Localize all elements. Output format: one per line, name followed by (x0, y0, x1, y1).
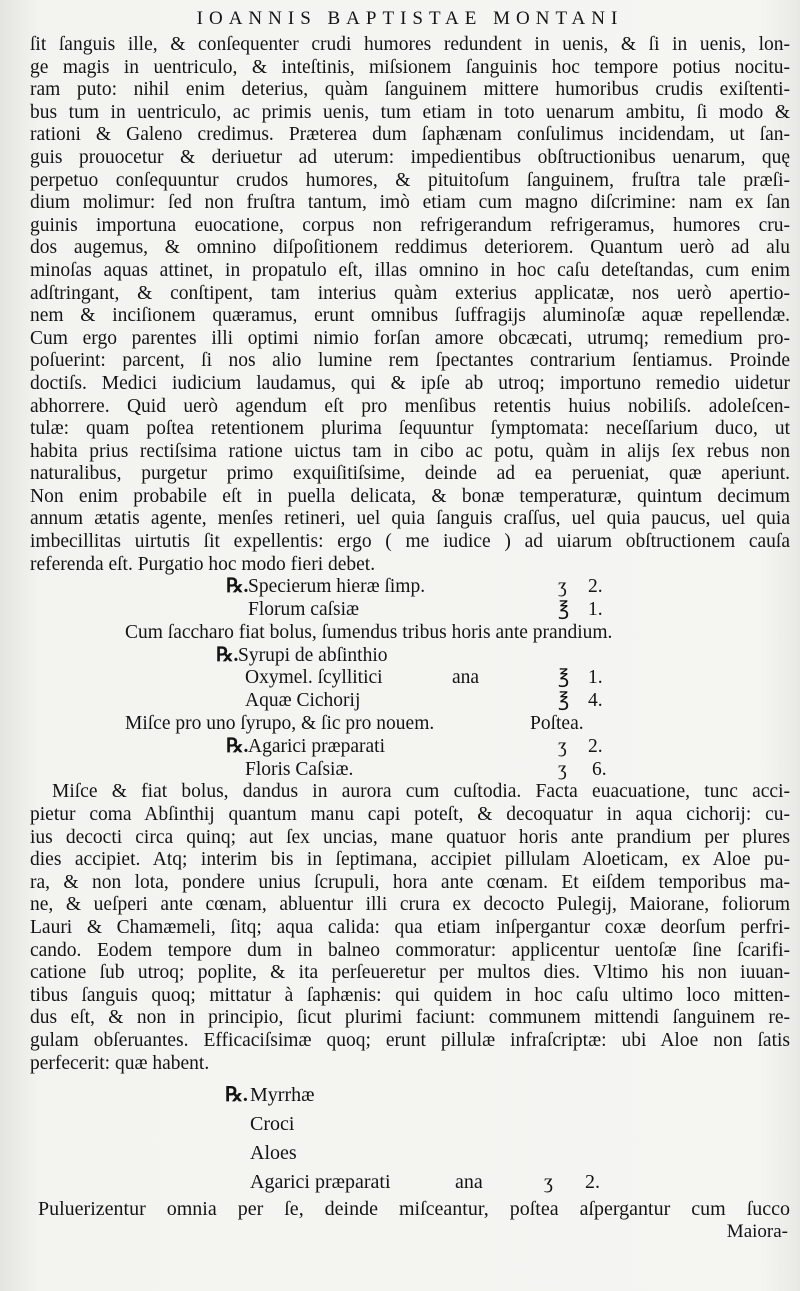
paragraph-2 (30, 781, 790, 1075)
recipe-4 (30, 1075, 790, 1197)
text-line: tulæ: quam poſtea retentionem plurima ſequuntur ſymptomata: neceſſarium duco, ut (30, 418, 790, 440)
text-line: cando. Eodem tempore dum in balneo commoratur: applicentur uentoſæ ſine ſcarifi- (30, 939, 790, 961)
unit-sign: ʒ (558, 735, 567, 757)
text-line: dium molimur: ſed non fruſtra tantum, imò etiam cum magno diſcrimine: nam ex ſan (30, 192, 790, 214)
recipe-1 (30, 576, 790, 644)
recipe-line (30, 1168, 790, 1197)
catchword: Maiora- (726, 1221, 788, 1243)
recipe-instruction: Cum ſaccharo fiat bolus, ſumendus tribus horis ante prandium. (125, 621, 613, 643)
quantity: 2. (588, 735, 603, 757)
text-line: naturalibus, purgetur primo exquiſitiſsime, deinde ad ea perueniat, quæ aperiunt. (30, 463, 790, 485)
quantity: 1. (588, 667, 603, 689)
ingredient: Aquæ Cichorij (245, 690, 361, 712)
text-line: Miſce & fiat bolus, dandus in aurora cum cuſtodia. Facta euacuatione, tunc acci- (52, 781, 790, 803)
text-line: Non enim probabile eſt in puella delicata, & bonæ temperaturæ, quintum decimum (30, 485, 790, 507)
recipe-glyph: ℞. (226, 576, 249, 598)
ingredient: Oxymel. ſcyllitici (245, 667, 383, 689)
ingredient: Agarici præparati (250, 1171, 391, 1194)
quantity: 4. (588, 690, 603, 712)
text-line: gulam obſeruantes. Efficaciſsimæ quoq; erunt pillulæ infraſcriptæ: ubi Aloe non ſatis (30, 1029, 790, 1051)
recipe-line (30, 1110, 790, 1139)
recipe-note (30, 713, 790, 736)
unit-sign: ʒ (558, 576, 567, 598)
text-line: guinis importuna euocatione, corpus non refrigerandum refrigeramus, humores cru- (30, 214, 790, 236)
ana-word: ana (455, 1171, 483, 1194)
text-line: dos augemus, & omnino diſpoſitionem reddimus deteriorem. Quantum uerò ad alu (30, 237, 790, 259)
text-line: dies accipiet. Atq; interim bis in ſeptimana, accipiet pillulam Aloeticam, ex Aloe pu- (30, 849, 790, 871)
recipe-glyph: ℞. (225, 1084, 248, 1107)
text-line: perfecerit: quæ habent. (30, 1052, 210, 1074)
ingredient: Aloes (250, 1142, 297, 1165)
recipe-glyph: ℞. (226, 735, 249, 757)
unit-sign: ℥ (558, 690, 570, 712)
text-line: referenda eſt. Purgatio hoc modo fieri debet. (30, 553, 376, 575)
recipe-line (30, 736, 790, 759)
recipe-note (30, 622, 790, 645)
unit-sign: ʒ (558, 758, 567, 780)
quantity: 2. (588, 576, 603, 598)
ingredient: Syrupi de abſinthio (238, 644, 388, 666)
ingredient: Specierum hieræ ſimp. (248, 576, 426, 598)
text-line: annum ætatis agente, menſes retineri, uel quia ſanguis craſſus, uel quia paucus, uel quia (30, 508, 790, 530)
recipe-then: Poſtea. (530, 713, 584, 735)
recipe-2 (30, 645, 790, 736)
text-line: habita prius rectiſsima ratione uictus tam in cibo ac potu, quàm in alijs ſex rebus non (30, 440, 790, 462)
text-line: poſuerint: parcent, ſi nos alio lumine rem ſpectantes contrarium ſentiamus. Proinde (30, 350, 790, 372)
recipe-line (30, 599, 790, 622)
recipe-line (30, 576, 790, 599)
text-line: adſtringant, & conſtipent, tam interius quàm exterius applicatæ, nos uerò apertio- (30, 282, 790, 304)
text-line: dus eſt, & non in principio, ſicut plurimi faciunt: communem mittendi ſanguinem re- (30, 1007, 790, 1029)
quantity: 6. (592, 758, 607, 780)
quantity: 1. (588, 599, 603, 621)
recipe-instruction: Miſce pro uno ſyrupo, & ſic pro nouem. (125, 713, 435, 735)
ingredient: Agarici præparati (248, 735, 385, 757)
unit-sign: ℥ (558, 599, 570, 621)
text-line: tibus ſanguis quoq; mittatur à ſaphænis: qui quidem in hoc caſu ultimo loco mitten- (30, 984, 790, 1006)
ingredient: Myrrhæ (250, 1084, 315, 1107)
text-line: Cum ergo parentes illi optimi nimio forſan amore obcæcati, utrumq; remedium pro- (30, 327, 790, 349)
recipe-line (30, 1139, 790, 1168)
recipe-glyph: ℞. (216, 644, 239, 666)
ingredient: Floris Caſsiæ. (245, 758, 354, 780)
text-line: ſit ſanguis ille, & conſequenter crudi humores redundent in uenis, & ſi in uenis, lon- (30, 34, 790, 55)
unit-sign: ʒ (544, 1171, 553, 1194)
ingredient: Croci (250, 1113, 295, 1136)
text-line: perpetuo conſequuntur crudos humores, & pituitoſum ſanguinem, fruſtra tale præſi- (30, 169, 790, 191)
text-line: pietur coma Abſinthij quantum manu capi poteſt, & decoquatur in aqua cichorij: cu- (30, 804, 790, 826)
text-line: ius decocti circa quinq; aut ſex uncias, mane quatuor horis ante prandium per plures (30, 826, 790, 848)
recipe-line (30, 667, 790, 690)
ana-word: ana (452, 667, 480, 689)
recipe-line (30, 1081, 790, 1110)
closing-line: Puluerizentur omnia per ſe, deinde miſceantur, poſtea aſpergantur cum ſucco (38, 1198, 790, 1221)
text-line: ra, & non lota, pondere unius ſcrupuli, hora ante cœnam. Et eiſdem temporibus ma- (30, 871, 790, 893)
text-line: guis prouocetur & deriuetur ad uterum: impedientibus obſtructionibus uenarum, quę (30, 146, 790, 168)
text-line: minoſas aquas attinet, in propatulo eſt, illas omnino in hoc caſu deteſtandas, cum enim (30, 259, 790, 281)
text-line: rationi & Galeno credimus. Præterea dum ſaphænam conſulimus incidendam, ut ſan- (30, 124, 790, 146)
paragraph-1 (30, 34, 790, 576)
text-line: Lauri & Chamæmeli, ſitq; aqua calida: qua etiam inſpergantur coxæ deorſum perfri- (30, 916, 790, 938)
recipe-line (30, 645, 790, 668)
text-line: ne, & ueſperi ante cœnam, abluentur illi crura ex decocto Pulegij, Maiorane, foliorum (30, 894, 790, 916)
text-line: ram puto: nihil enim deterius, quàm ſanguinem mittere humoribus crudis exiſtenti- (30, 79, 790, 101)
recipe-3 (30, 736, 790, 782)
text-line: bus tum in uentriculo, ac primis uenis, tum etiam in toto uenarum ambitu, ſi modo & (30, 101, 790, 123)
quantity: 2. (585, 1171, 600, 1194)
recipe-line (30, 759, 790, 782)
text-line: ge magis in uentriculo, & inteſtinis, miſsionem ſanguinis hoc tempore potius nocitu- (30, 56, 790, 78)
text-line: abhorrere. Quid uerò agendum eſt pro menſibus retentis huius nobiliſs. adoleſcen- (30, 395, 790, 417)
text-line: nem & inciſionem quæramus, erunt omnibus ſuffragijs aluminoſæ aquæ repellendæ. (30, 305, 790, 327)
recipe-line (30, 690, 790, 713)
unit-sign: ℥ (558, 667, 570, 689)
running-head: IOANNIS BAPTISTAE MONTANI (196, 8, 624, 29)
ingredient: Florum caſsiæ (248, 599, 360, 621)
text-line: imbecillitas uirtutis ſit expellentis: ergo ( me iudice ) ad uiarum obſtructionem cauſa (30, 531, 790, 553)
text-line: catione ſub utroq; poplite, & ita perſeueretur per multos dies. Vltimo his non iuuan- (30, 962, 790, 984)
text-line: doctiſs. Medici iudicium laudamus, qui & ipſe ab utroq; importuno remedio uidetur (30, 372, 790, 394)
